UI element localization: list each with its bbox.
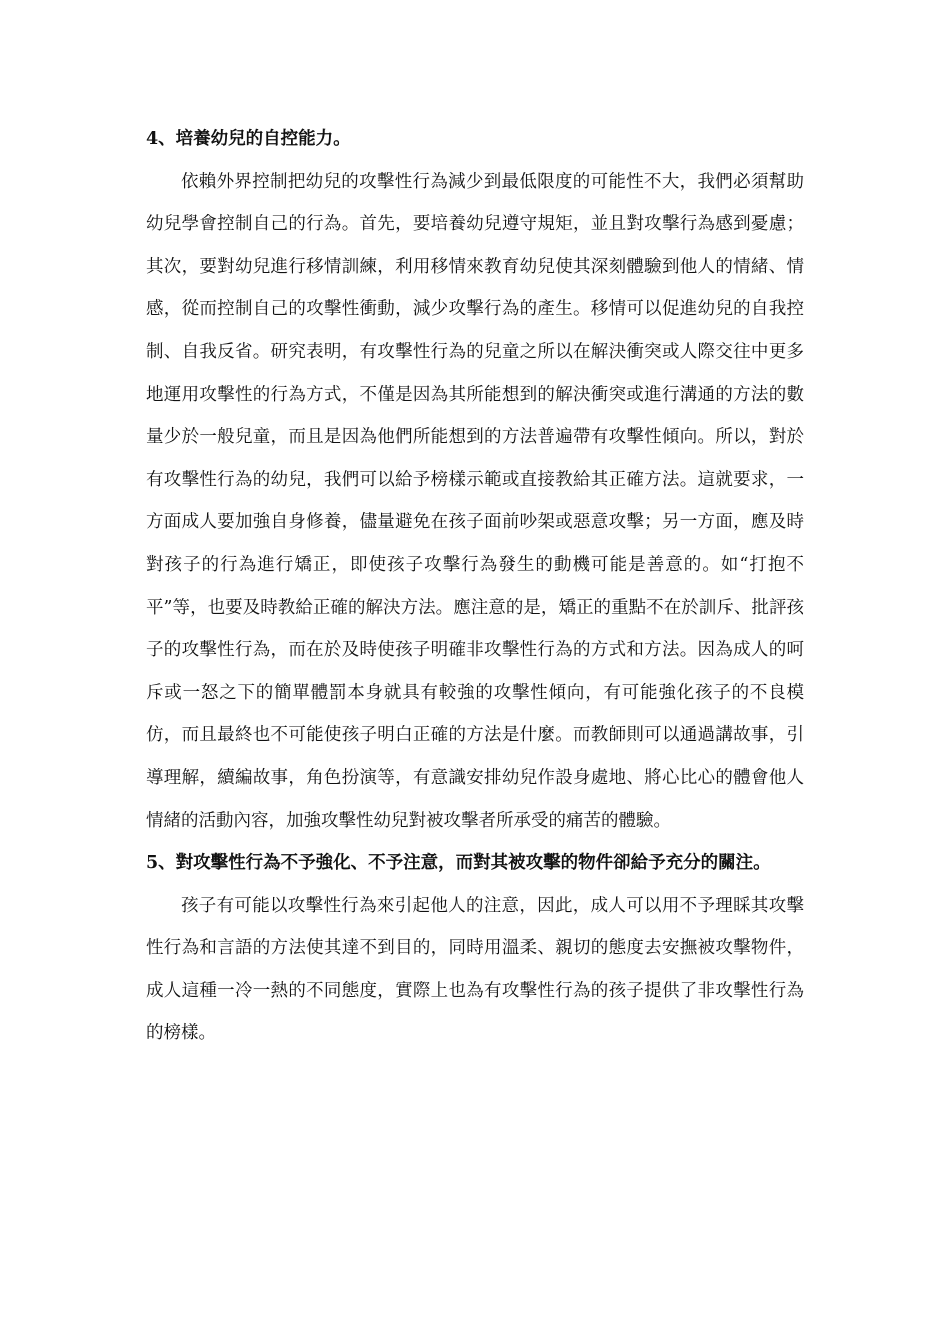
section-5 xyxy=(146,842,804,1055)
section-5-paragraph: 孩子有可能以攻擊性行為來引起他人的注意，因此，成人可以用不予理睬其攻擊性行為和言語的方法使其達不到目的，同時用溫柔、親切的態度去安撫被攻擊物件，成人這種一冷一熱的不同態度，實際上也為有攻擊性行為的孩子提供了非攻擊性行為的榜樣。 xyxy=(146,895,804,1044)
section-4 xyxy=(146,118,804,842)
section-4-heading: 4、培養幼兒的自控能力。 xyxy=(146,129,351,149)
section-5-heading: 5、對攻擊性行為不予強化、不予注意，而對其被攻擊的物件卻給予充分的關注。 xyxy=(146,853,771,874)
document-page xyxy=(146,118,804,1055)
section-4-paragraph: 依賴外界控制把幼兒的攻擊性行為減少到最低限度的可能性不大，我們必須幫助幼兒學會控制自己的行為。首先，要培養幼兒遵守規矩，並且對攻擊行為感到憂慮；其次，要對幼兒進行移情訓練，利用移情來教育幼兒使其深刻體驗到他人的情緒、情感，從而控制自己的攻擊性衝動，減少攻擊行為的產生。移情可以促進幼兒的自我控制、自我反省。研究表明，有攻擊性行為的兒童之所以在解決衝突或人際交往中更多地運用攻擊性的行為方式，不僅是因為其所能想到的解決衝突或進行溝通的方法的數量少於一般兒童，而且是因為他們所能想到的方法普遍帶有攻擊性傾向。所以，對於有攻擊性行為的幼兒，我們可以給予榜樣示範或直接教給其正確方法。這就要求，一方面成人要加強自身修養，儘量避免在孩子面前吵架或惡意攻擊；另一方面，應及時對孩子的行為進行矯正，即使孩子攻擊行為發生的動機可能是善意的。如“打抱不平”等，也要及時教給正確的解決方法。應注意的是，矯正的重點不在於訓斥、批評孩子的攻擊性行為，而在於及時使孩子明確非攻擊性行為的方式和方法。因為成人的呵斥或一怒之下的簡單體罰本身就具有較強的攻擊性傾向，有可能強化孩子的不良模仿，而且最終也不可能使孩子明白正確的方法是什麼。而教師則可以通過講故事，引導理解，續編故事，角色扮演等，有意識安排幼兒作設身處地、將心比心的體會他人情緒的活動內容，加強攻擊性幼兒對被攻擊者所承受的痛苦的體驗。 xyxy=(146,171,804,831)
